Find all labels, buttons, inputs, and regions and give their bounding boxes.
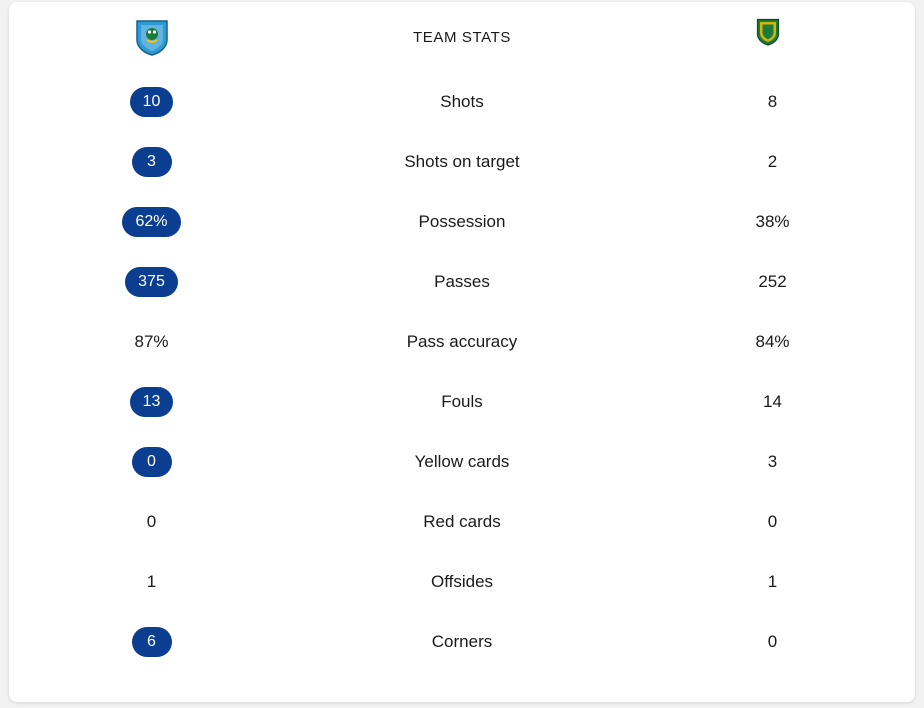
away-value-cell <box>630 392 915 412</box>
away-value-cell <box>630 512 915 532</box>
team-stats-card <box>9 2 915 702</box>
away-value: 3 <box>767 452 778 471</box>
stat-label: Fouls <box>441 392 483 411</box>
away-value: 2 <box>767 152 778 171</box>
stat-label: Passes <box>434 272 490 291</box>
home-value-cell <box>9 332 294 352</box>
away-value-cell <box>630 92 915 112</box>
home-value: 10 <box>130 87 174 117</box>
away-value-cell <box>630 212 915 232</box>
away-crest-cell <box>630 18 915 56</box>
home-value-cell <box>9 387 294 417</box>
away-value-cell <box>630 572 915 592</box>
home-value: 87% <box>134 332 169 351</box>
stat-label: Possession <box>418 212 506 231</box>
stat-row-fouls <box>9 372 915 432</box>
stat-row-pass-accuracy <box>9 312 915 372</box>
stat-label-cell <box>294 452 630 472</box>
stats-table <box>9 2 915 672</box>
home-value-cell <box>9 572 294 592</box>
stat-label-cell <box>294 272 630 292</box>
stat-row-shots <box>9 72 915 132</box>
page-title: TEAM STATS <box>413 28 511 46</box>
stat-label: Shots on target <box>404 152 520 171</box>
stat-row-corners <box>9 612 915 672</box>
stat-label-cell <box>294 512 630 532</box>
away-value-cell <box>630 152 915 172</box>
stat-label-cell <box>294 152 630 172</box>
stat-label-cell <box>294 212 630 232</box>
stats-header-row <box>9 2 915 72</box>
home-value: 3 <box>132 147 172 177</box>
home-value-cell <box>9 627 294 657</box>
home-value-cell <box>9 512 294 532</box>
away-value-cell <box>630 632 915 652</box>
stat-label: Corners <box>431 632 493 651</box>
home-value: 0 <box>132 447 172 477</box>
home-value: 0 <box>146 512 157 531</box>
away-value: 0 <box>767 632 778 651</box>
stat-row-possession <box>9 192 915 252</box>
away-value: 252 <box>758 272 787 291</box>
stat-label: Pass accuracy <box>406 332 518 351</box>
stat-label-cell <box>294 392 630 412</box>
home-value: 1 <box>146 572 157 591</box>
away-value: 8 <box>767 92 778 111</box>
away-value: 0 <box>767 512 778 531</box>
home-value-cell <box>9 267 294 297</box>
stat-label: Shots <box>440 92 484 111</box>
away-value-cell <box>630 332 915 352</box>
home-value: 13 <box>130 387 174 417</box>
stat-row-red-cards <box>9 492 915 552</box>
away-value: 84% <box>755 332 790 351</box>
stat-label-cell <box>294 92 630 112</box>
stat-label-cell <box>294 632 630 652</box>
home-value: 375 <box>125 267 178 297</box>
away-value-cell <box>630 452 915 472</box>
stat-row-offsides <box>9 552 915 612</box>
away-team-crest-icon <box>756 18 790 56</box>
home-value: 6 <box>132 627 172 657</box>
home-value-cell <box>9 447 294 477</box>
away-value: 14 <box>763 392 782 411</box>
home-crest-cell <box>9 18 294 56</box>
home-team-crest-icon <box>135 18 169 56</box>
stat-row-passes <box>9 252 915 312</box>
away-value-cell <box>630 272 915 292</box>
stat-row-yellow-cards <box>9 432 915 492</box>
stat-label-cell <box>294 572 630 592</box>
away-value: 38% <box>755 212 790 231</box>
stat-label: Offsides <box>430 572 494 591</box>
stat-label: Yellow cards <box>414 452 510 471</box>
stats-title-cell <box>294 29 630 46</box>
home-value: 62% <box>122 207 180 237</box>
home-value-cell <box>9 207 294 237</box>
away-value: 1 <box>767 572 778 591</box>
stat-label: Red cards <box>423 512 501 531</box>
home-value-cell <box>9 87 294 117</box>
stat-row-shots-on-target <box>9 132 915 192</box>
stat-label-cell <box>294 332 630 352</box>
home-value-cell <box>9 147 294 177</box>
